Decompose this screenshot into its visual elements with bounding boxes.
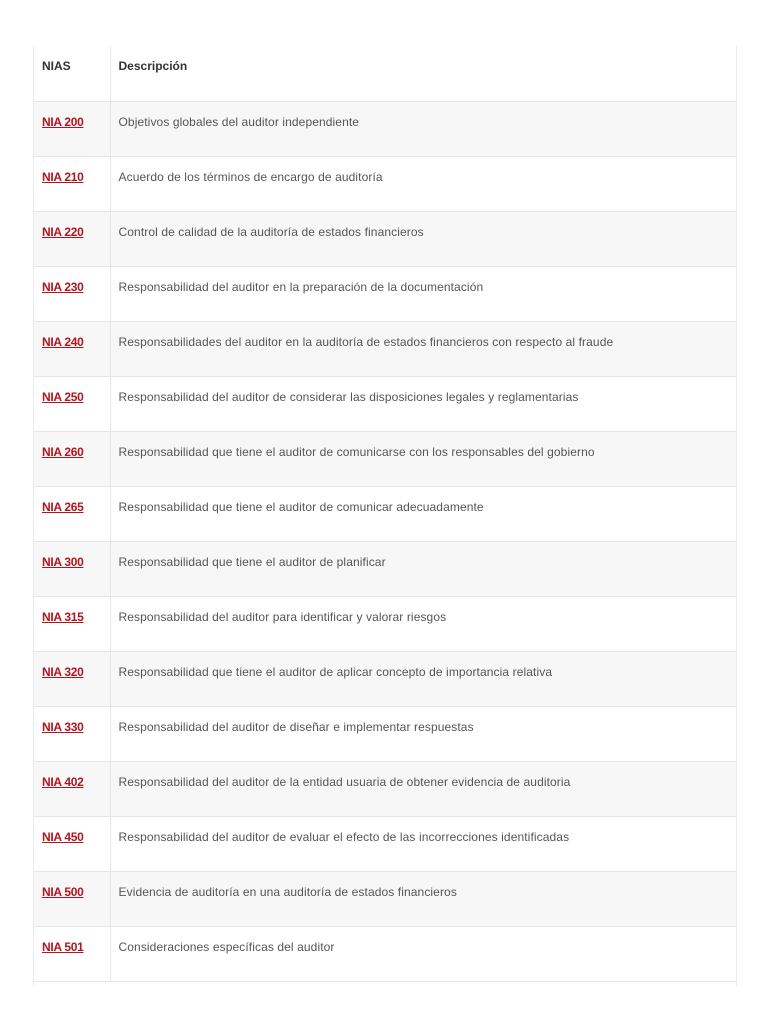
nia-code-cell	[34, 871, 110, 926]
nia-description-cell	[110, 816, 736, 871]
table-row	[34, 651, 736, 706]
table-row	[34, 706, 736, 761]
nia-code-cell	[34, 376, 110, 431]
nia-link[interactable]: NIA 300	[42, 554, 84, 569]
header-nias: NIAS	[34, 46, 110, 101]
table-header-row	[34, 46, 736, 101]
nia-code-cell	[34, 211, 110, 266]
nia-description: Objetivos globales del auditor independiente	[118, 114, 360, 129]
nia-code-cell	[34, 101, 110, 156]
header-description: Descripción	[110, 46, 736, 101]
nia-description-cell	[110, 651, 736, 706]
table-row	[34, 211, 736, 266]
nia-description-cell	[110, 926, 736, 981]
nia-link[interactable]: NIA 260	[42, 444, 84, 459]
nia-description: Responsabilidad del auditor de diseñar e implementar respuestas	[118, 719, 474, 734]
nia-link[interactable]: NIA 402	[42, 774, 84, 789]
nia-description-cell	[110, 871, 736, 926]
table-row	[34, 321, 736, 376]
nia-description: Responsabilidad del auditor en la preparación de la documentación	[118, 279, 484, 294]
table-row	[34, 431, 736, 486]
nia-description: Responsabilidad del auditor de considerar las disposiciones legales y reglamentarias	[118, 389, 579, 404]
nia-code-cell	[34, 156, 110, 211]
nia-description-cell	[110, 596, 736, 651]
nia-code-cell	[34, 651, 110, 706]
table-row	[34, 101, 736, 156]
nia-link[interactable]: NIA 315	[42, 609, 84, 624]
nia-link[interactable]: NIA 240	[42, 334, 84, 349]
nias-table	[34, 46, 736, 982]
nia-code-cell	[34, 431, 110, 486]
nia-code-cell	[34, 541, 110, 596]
table-row	[34, 266, 736, 321]
nia-code-cell	[34, 486, 110, 541]
table-row	[34, 926, 736, 981]
nia-description-cell	[110, 101, 736, 156]
table-row	[34, 871, 736, 926]
nia-description-cell	[110, 541, 736, 596]
nia-code-cell	[34, 706, 110, 761]
nia-description-cell	[110, 486, 736, 541]
nia-description: Responsabilidad del auditor para identificar y valorar riesgos	[118, 609, 447, 624]
nia-link[interactable]: NIA 500	[42, 884, 84, 899]
nia-code-cell	[34, 761, 110, 816]
nia-link[interactable]: NIA 220	[42, 224, 84, 239]
nia-link[interactable]: NIA 250	[42, 389, 84, 404]
nia-description: Consideraciones específicas del auditor	[118, 939, 335, 954]
table-row	[34, 761, 736, 816]
table-body	[34, 101, 736, 981]
nia-description: Responsabilidad que tiene el auditor de planificar	[118, 554, 386, 569]
nia-code-cell	[34, 321, 110, 376]
nia-description: Responsabilidad que tiene el auditor de comunicarse con los responsables del gobierno	[118, 444, 595, 459]
nia-description-cell	[110, 211, 736, 266]
table-row	[34, 156, 736, 211]
nia-link[interactable]: NIA 330	[42, 719, 84, 734]
nia-link[interactable]: NIA 230	[42, 279, 84, 294]
table-row	[34, 816, 736, 871]
nia-description-cell	[110, 706, 736, 761]
nia-code-cell	[34, 596, 110, 651]
nias-table-container	[33, 46, 737, 986]
nia-description: Responsabilidad del auditor de la entidad usuaria de obtener evidencia de auditoria	[118, 774, 571, 789]
nia-description: Evidencia de auditoría en una auditoría de estados financieros	[118, 884, 457, 899]
nia-description: Responsabilidad que tiene el auditor de aplicar concepto de importancia relativa	[118, 664, 553, 679]
nia-description: Control de calidad de la auditoría de estados financieros	[118, 224, 424, 239]
nia-code-cell	[34, 816, 110, 871]
nia-description-cell	[110, 156, 736, 211]
nia-description-cell	[110, 376, 736, 431]
table-row	[34, 541, 736, 596]
nia-link[interactable]: NIA 501	[42, 939, 84, 954]
nia-description-cell	[110, 761, 736, 816]
nia-code-cell	[34, 926, 110, 981]
table-row	[34, 486, 736, 541]
nia-description: Responsabilidades del auditor en la auditoría de estados financieros con respecto al fraude	[118, 334, 614, 349]
nia-description: Responsabilidad que tiene el auditor de comunicar adecuadamente	[118, 499, 484, 514]
nia-link[interactable]: NIA 200	[42, 114, 84, 129]
nia-description-cell	[110, 266, 736, 321]
nia-link[interactable]: NIA 320	[42, 664, 84, 679]
nia-description: Acuerdo de los términos de encargo de auditoría	[118, 169, 383, 184]
nia-link[interactable]: NIA 450	[42, 829, 84, 844]
nia-link[interactable]: NIA 210	[42, 169, 84, 184]
nia-description-cell	[110, 321, 736, 376]
nia-description-cell	[110, 431, 736, 486]
table-row	[34, 596, 736, 651]
table-row	[34, 376, 736, 431]
nia-link[interactable]: NIA 265	[42, 499, 84, 514]
nia-description: Responsabilidad del auditor de evaluar el efecto de las incorrecciones identificadas	[118, 829, 570, 844]
nia-code-cell	[34, 266, 110, 321]
